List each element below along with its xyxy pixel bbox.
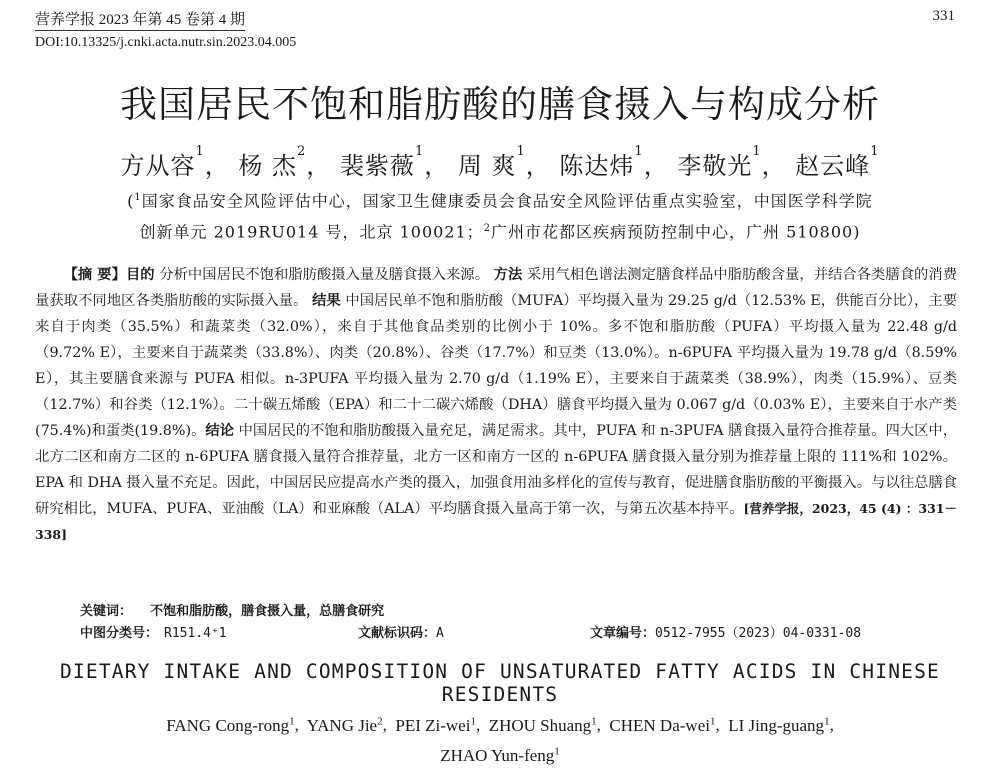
english-authors-line-2 [0,739,1000,769]
keywords [80,602,384,622]
english-author: CHEN Da-wei$^1$ [609,715,716,735]
english-authors-line-1: FANG Cong-rong$^1$, YANG Jie$^2$, PEI Zi-wei$^1$, ZHOU Shuang$^1$, CHEN Da-wei$^1$, LI Jing-guang$^1$, [166,715,834,735]
conclusion-text: 中国居民的不饱和脂肪酸摄入量充足，满足需求。其中，PUFA 和 n-3PUFA 膳食摄入量符合推荐量。四大区中，北方二区和南方二区的 n-6PUFA 膳食摄入量符合推荐量，北方一区和南方一区的 n-6PUFA 膳食摄入量分别为推荐量上限的 111%和 102%。EPA 和 DHA 摄入量不充足。因此，中国居民应提高水产类的摄入，加强食用油多样化的宣传与教育，促进膳食脂肪酸的平衡摄入。与以往总膳食研究相比，MUFA、PUFA、亚油酸（LA）和亚麻酸（ALA）平均膳食摄入量高于第一次，与第五次基本持平。 [35,423,958,517]
clc-code: 中图分类号： R151.4⁺1 [80,626,227,641]
keywords-value: 不饱和脂肪酸，膳食摄入量，总膳食研究 [150,604,385,619]
abstract [35,262,957,548]
doc-code: 文献标识码：A [358,626,444,641]
keywords-label: 关键词： [80,604,133,619]
method-label: 方法 [493,267,523,283]
author: 裴紫薇$^1$ [339,144,425,180]
english-author-list [0,708,1000,769]
article-number: 文章编号：0512-7955（2023）04-0331-08 [590,626,862,641]
conclusion-label: 结论 [205,423,235,439]
english-author: ZHAO Yun-feng$^1$ [440,745,560,766]
objective-label: 目的 [125,267,155,283]
affiliation-line-1: ($^1$国家食品安全风险评估中心，国家卫生健康委员会食品安全风险评估重点实验室，中国医学科学院 [127,191,873,211]
author: 杨 杰$^2$ [238,144,307,180]
result-text: 中国居民单不饱和脂肪酸（MUFA）平均摄入量为 29.25 g/d（12.53% E，供能百分比），主要来自于肉类（35.5%）和蔬菜类（32.0%），来自于其他食品类别的比例小于 10%。多不饱和脂肪酸（PUFA）平均摄入量为 22.48 g/d（9.72% E），主要来自于蔬菜类（33.8%）、肉类（20.8%）、谷类（17.7%）和豆类（13.0%）。n-6PUFA 平均摄入量为 19.78 g/d（8.59% E），其主要膳食来源与 PUFA 相似。n-3PUFA 平均摄入量为 2.70 g/d（1.19% E），主要来自于蔬菜类（38.9%），肉类（15.9%）、豆类（12.7%）和谷类（12.1%）。二十碳五烯酸（EPA）和二十二碳六烯酸（DHA）膳食平均摄入量为 0.067 g/d（0.03% E），主要来自于水产类(75.4%)和蛋类(19.8%)。 [35,293,958,439]
affiliations [40,184,960,247]
doi[interactable]: DOI:10.13325/j.cnki.acta.nutr.sin.2023.04.005 [35,35,297,50]
english-title: DIETARY INTAKE AND COMPOSITION OF UNSATURATED FATTY ACIDS IN CHINESE RESIDENTS [60,660,940,706]
author: 陈达炜$^1$ [559,144,644,180]
abstract-label: 【摘 要】 [63,267,126,283]
method-text: 采用气相色谱法测定膳食样品中脂肪酸含量，并结合各类膳食的消费量获取不同地区各类脂肪酸的实际摄入量。 [35,267,958,309]
english-author: FANG Cong-rong$^1$ [166,715,295,735]
result-label: 结果 [312,293,341,309]
paper-title: 我国居民不饱和脂肪酸的膳食摄入与构成分析 [120,83,880,126]
english-author: YANG Jie$^2$ [306,715,383,735]
affiliation-line-2: 创新单元 2019RU014 号，北京 100021；$^2$广州市花都区疾病预防控制中心，广州 510800) [139,222,861,242]
objective-text: 分析中国居民不饱和脂肪酸摄入量及膳食摄入来源。 [159,267,490,283]
citation: [营养学报，2023，45 (4) ：331－338] [35,501,957,542]
english-author: ZHOU Shuang$^1$ [488,715,597,735]
author: 周 爽$^1$ [457,144,526,180]
journal-header: 营养学报 2023 年第 45 卷第 4 期 [35,8,245,31]
classification-line [80,622,960,642]
english-author: PEI Zi-wei$^1$ [395,715,476,735]
english-author: LI Jing-guang$^1$ [728,715,830,735]
author: 赵云峰$^1$ [795,144,880,180]
page-number: 331 [932,8,955,24]
author: 李敬光$^1$ [677,144,762,180]
author: 方从容$^1$ [120,144,205,180]
author-list: 方从容$^1$， 杨 杰$^2$， 裴紫薇$^1$， 周 爽$^1$， 陈达炜$^1$， 李敬光$^1$， 赵云峰$^1$ [120,144,880,180]
